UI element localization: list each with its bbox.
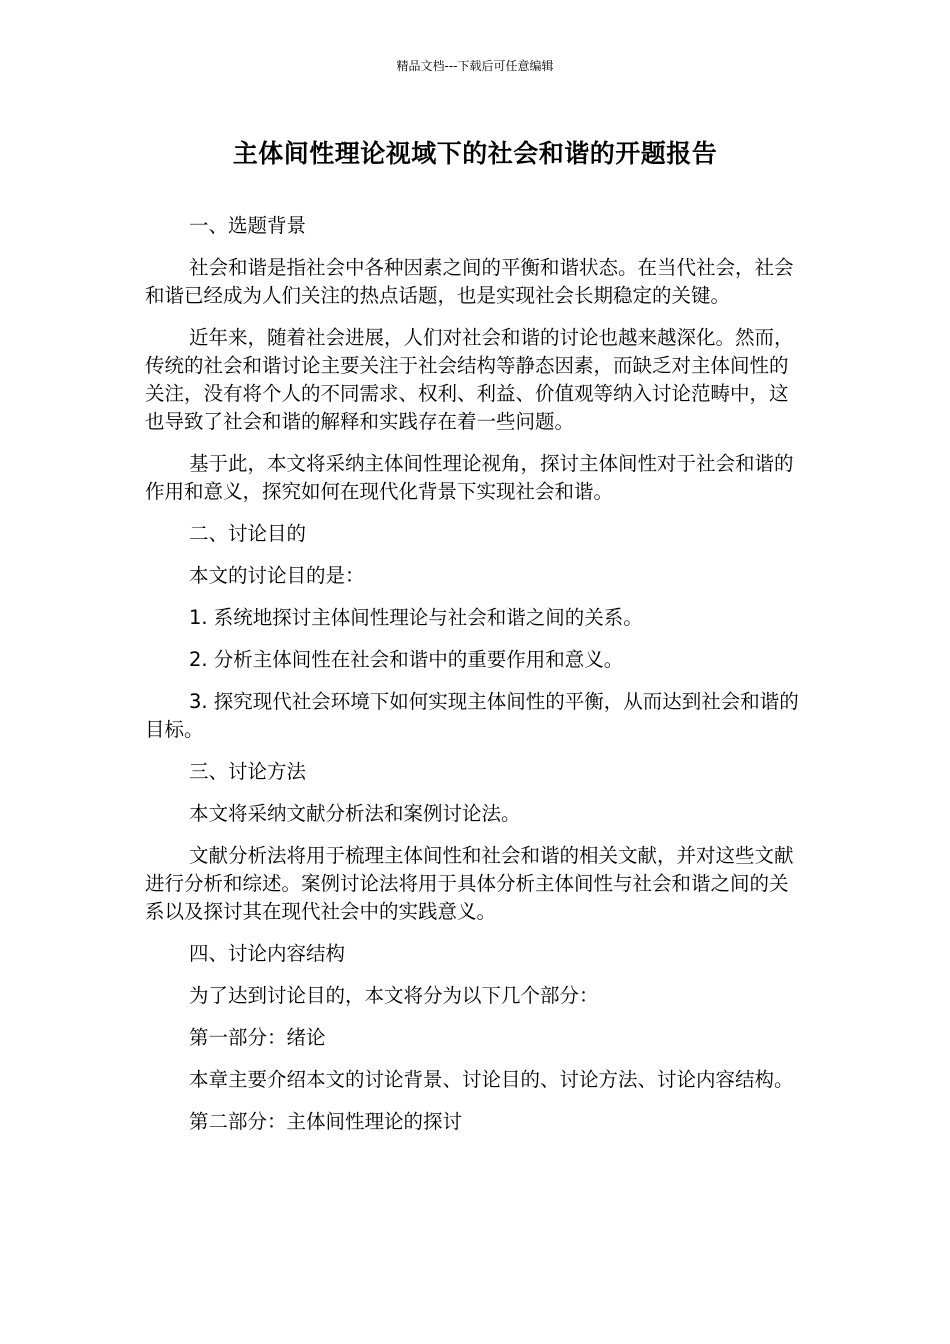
body-paragraph: 本文的讨论目的是： bbox=[189, 564, 365, 587]
document-title: 主体间性理论视域下的社会和谐的开题报告 bbox=[232, 139, 718, 168]
part-heading: 第二部分：主体间性理论的探讨 bbox=[189, 1110, 463, 1133]
body-paragraph: 本文将采纳文献分析法和案例讨论法。 bbox=[189, 802, 521, 825]
body-paragraph: 近年来，随着社会进展，人们对社会和谐的讨论也越来越深化。然而，传统的社会和谐讨论主要关注于社会结构等静态因素，而缺乏对主体间性的关注，没有将个人的不同需求、权利、利益、价值观等纳入讨论范畴中，这也导致了社会和谐的解释和实践存在着一些问题。 bbox=[145, 326, 794, 433]
body-paragraph: 本章主要介绍本文的讨论背景、讨论目的、讨论方法、讨论内容结构。 bbox=[189, 1068, 794, 1091]
body-paragraph: 为了达到讨论目的，本文将分为以下几个部分： bbox=[189, 984, 599, 1007]
document-body bbox=[145, 212, 805, 1150]
list-item: 2. 分析主体间性在社会和谐中的重要作用和意义。 bbox=[189, 648, 624, 671]
list-item: 3. 探究现代社会环境下如何实现主体间性的平衡，从而达到社会和谐的目标。 bbox=[145, 690, 799, 741]
section-heading-purpose: 二、讨论目的 bbox=[189, 522, 307, 545]
section-heading-structure: 四、讨论内容结构 bbox=[189, 942, 346, 965]
body-paragraph: 基于此，本文将采纳主体间性理论视角，探讨主体间性对于社会和谐的作用和意义，探究如何在现代化背景下实现社会和谐。 bbox=[145, 452, 794, 503]
list-item: 1. 系统地探讨主体间性理论与社会和谐之间的关系。 bbox=[189, 606, 643, 629]
body-paragraph: 文献分析法将用于梳理主体间性和社会和谐的相关文献，并对这些文献进行分析和综述。案例讨论法将用于具体分析主体间性与社会和谐之间的关系以及探讨其在现代社会中的实践意义。 bbox=[145, 844, 794, 923]
body-paragraph: 社会和谐是指社会中各种因素之间的平衡和谐状态。在当代社会，社会和谐已经成为人们关注的热点话题，也是实现社会长期稳定的关键。 bbox=[145, 256, 794, 307]
part-heading: 第一部分：绪论 bbox=[189, 1026, 326, 1049]
section-heading-background: 一、选题背景 bbox=[189, 214, 307, 237]
section-heading-method: 三、讨论方法 bbox=[189, 760, 307, 783]
page-header: 精品文档---下载后可任意编辑 bbox=[396, 59, 554, 73]
